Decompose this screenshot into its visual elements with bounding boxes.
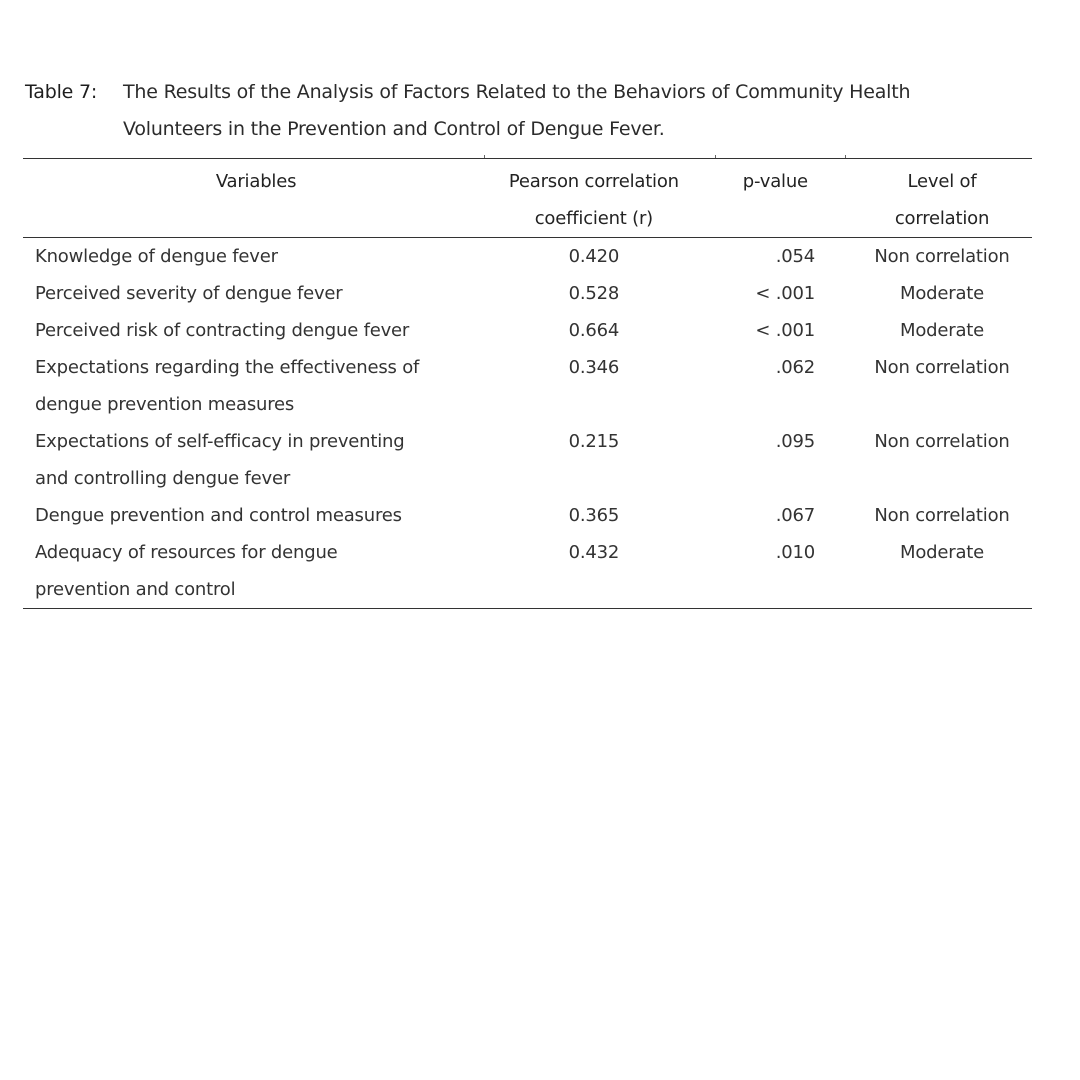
rule-tick [845,155,846,158]
cell-level: Non correlation [874,431,1010,452]
cell-pearson-r: 0.664 [568,320,620,341]
cell-level: Non correlation [874,246,1010,267]
cell-variable: Expectations of self-efficacy in preventing and controlling dengue fever [35,431,405,489]
table-row [23,534,1032,609]
table-row [23,497,1032,534]
cell-p-value: .010 [775,542,816,563]
table-top-rule [23,158,1032,159]
header-pearson-r: Pearson correlation coefficient (r) [508,171,679,229]
cell-pearson-r: 0.420 [568,246,620,267]
cell-p-value: .095 [775,431,816,452]
cell-level: Moderate [900,542,985,563]
cell-p-value: .054 [775,246,816,267]
results-table-container [23,158,1032,609]
cell-pearson-r: 0.528 [568,283,620,304]
cell-pearson-r: 0.346 [568,357,620,378]
cell-variable: Expectations regarding the effectiveness of dengue prevention measures [35,357,420,415]
cell-variable: Dengue prevention and control measures [35,505,402,526]
table-row [23,312,1032,349]
caption-title-part-2: Volunteers in the Prevention and Control of Dengue Fever. [123,118,665,140]
cell-pearson-r: 0.365 [568,505,620,526]
cell-variable: Perceived risk of contracting dengue fever [35,320,410,341]
cell-pearson-r: 0.215 [568,431,620,452]
cell-p-value: .062 [775,357,816,378]
rule-tick [715,155,716,158]
table-row [23,275,1032,312]
cell-level: Non correlation [874,357,1010,378]
cell-p-value: < .001 [755,320,816,341]
header-row [23,159,1032,238]
header-level: Level of correlation [894,171,990,229]
cell-level: Moderate [900,320,985,341]
cell-variable: Perceived severity of dengue fever [35,283,343,304]
cell-level: Moderate [900,283,985,304]
header-p-value: p-value [742,171,808,192]
table-label: Table 7: [25,81,98,103]
table-row [23,238,1032,276]
table-row [23,423,1032,497]
table-caption [25,74,985,148]
cell-variable: Knowledge of dengue fever [35,246,278,267]
cell-pearson-r: 0.432 [568,542,620,563]
results-table [23,159,1032,609]
header-variables: Variables [215,171,297,192]
cell-level: Non correlation [874,505,1010,526]
table-row [23,349,1032,423]
caption-line-1 [25,74,985,111]
caption-title-part-1: The Results of the Analysis of Factors Related to the Behaviors of Community Health [123,81,911,103]
cell-p-value: < .001 [755,283,816,304]
rule-tick [484,155,485,158]
cell-variable: Adequacy of resources for dengue prevention and control [35,542,338,600]
table-body [23,238,1032,609]
cell-p-value: .067 [775,505,816,526]
